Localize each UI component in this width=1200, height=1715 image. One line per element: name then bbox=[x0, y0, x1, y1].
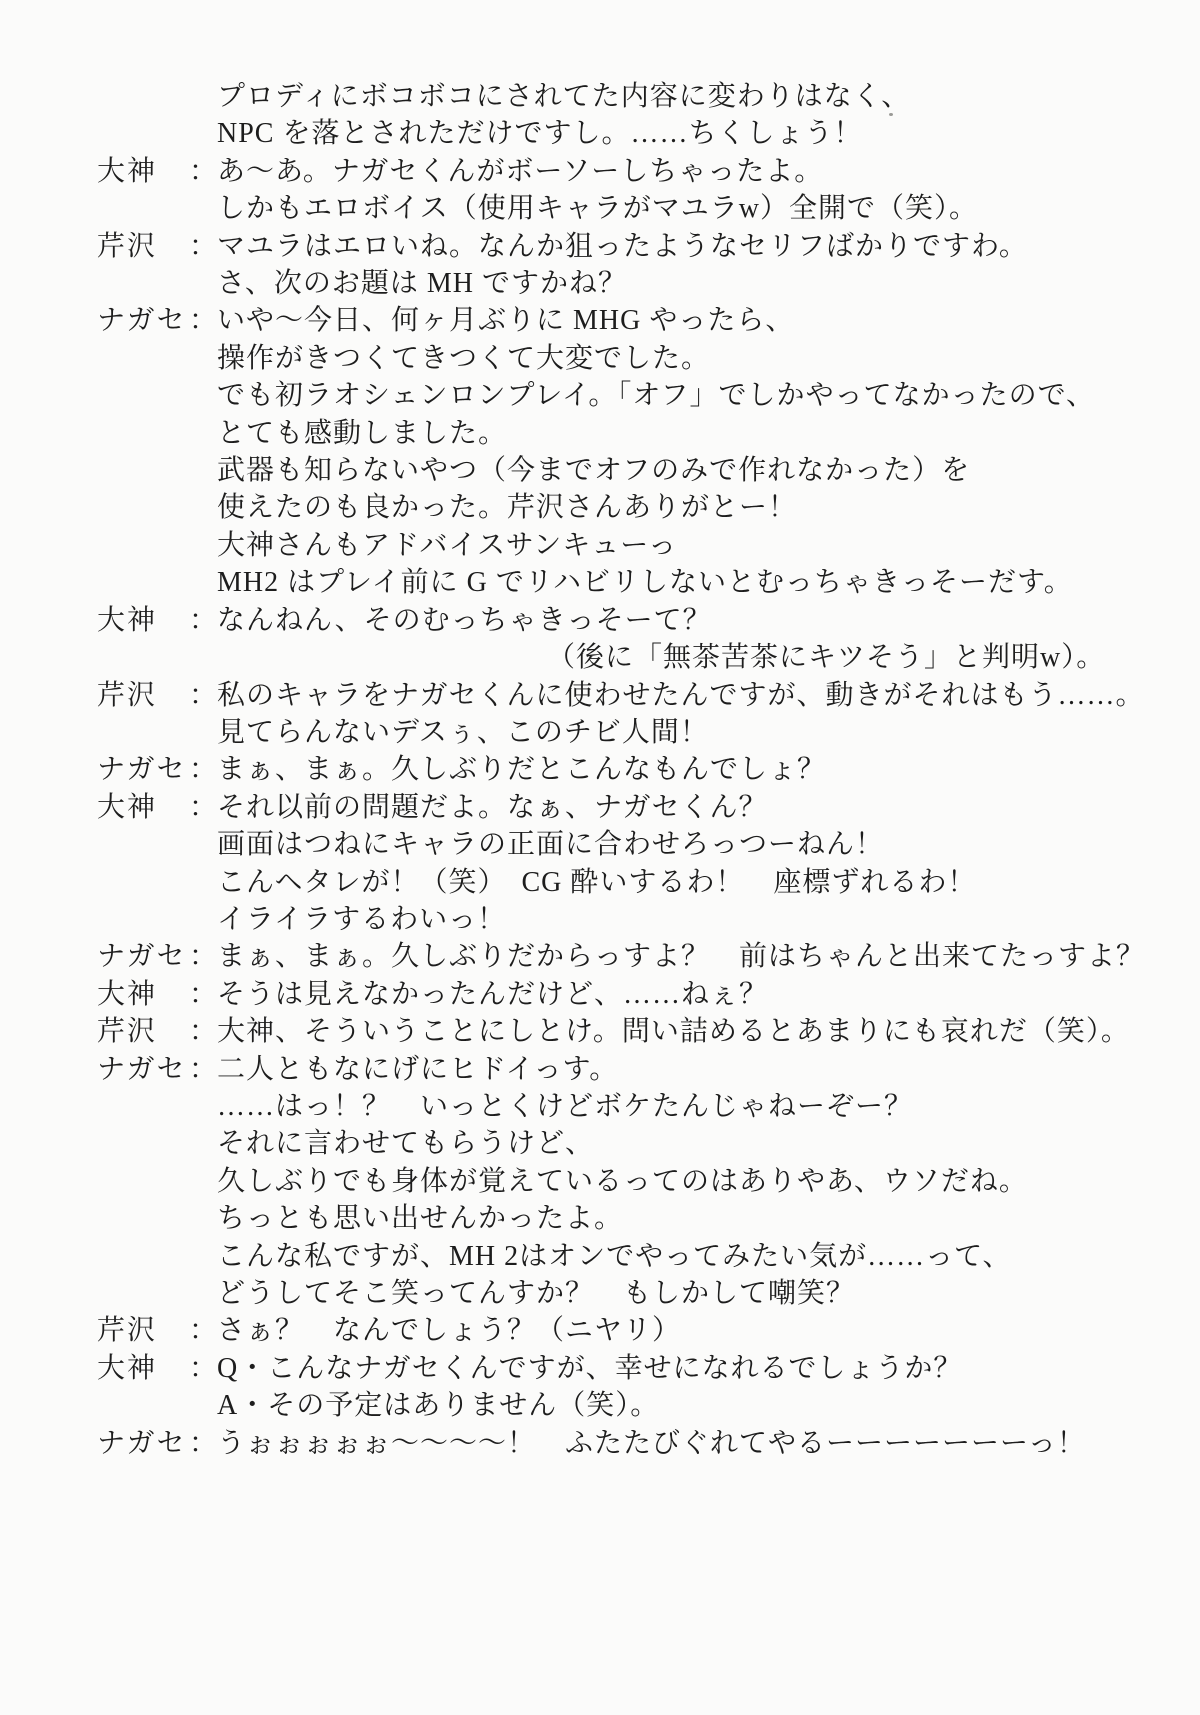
speaker-label: ナガセ bbox=[97, 305, 187, 337]
dialogue-line bbox=[97, 602, 1157, 639]
dialogue-line bbox=[97, 714, 1157, 751]
dialogue-text: さ、次のお題は MH ですかね？ bbox=[217, 268, 627, 300]
dialogue-text: そうは見えなかったんだけど、……ねぇ？ bbox=[217, 978, 769, 1010]
dialogue-text: それに言わせてもらうけど、 bbox=[217, 1128, 595, 1160]
dialogue-line bbox=[97, 751, 1157, 788]
dialogue-text: 見てらんないデスぅ、このチビ人間！ bbox=[217, 716, 709, 748]
dialogue-text: 武器も知らないやつ（今までオフのみで作れなかった）を bbox=[217, 455, 971, 487]
speaker-colon: ： bbox=[189, 754, 218, 786]
dialogue-line bbox=[97, 938, 1157, 975]
dialogue-text: MH2 はプレイ前に G でリハビリしないとむっちゃきっそーだす。 bbox=[217, 567, 1073, 599]
dialogue-line bbox=[97, 901, 1157, 938]
speaker-label: 大神 bbox=[97, 604, 158, 636]
dialogue-line bbox=[97, 789, 1157, 826]
speaker-label: 大神 bbox=[97, 155, 158, 187]
speaker-label: ナガセ bbox=[97, 1053, 187, 1085]
dialogue-line bbox=[97, 826, 1157, 863]
dialogue-transcript bbox=[97, 78, 1157, 1462]
speaker-colon: ： bbox=[189, 791, 218, 823]
dialogue-text: あ～あ。ナガセくんがボーソーしちゃったよ。 bbox=[217, 155, 824, 187]
dialogue-line bbox=[97, 976, 1157, 1013]
speaker-label: 大神 bbox=[97, 978, 158, 1010]
dialogue-text: こんな私ですが、MH 2はオンでやってみたい気が……って、 bbox=[217, 1240, 1012, 1272]
dialogue-text: さぁ？ なんでしょう？（ニヤリ） bbox=[217, 1315, 682, 1347]
dialogue-text: マユラはエロいね。なんか狙ったようなセリフばかりですわ。 bbox=[217, 230, 1028, 262]
dialogue-text: うぉぉぉぉぉ～～～～！ ふたたびぐれてやるーーーーーーーっ！ bbox=[217, 1427, 1086, 1459]
dialogue-line bbox=[97, 153, 1157, 190]
speaker-colon: ： bbox=[189, 941, 218, 973]
dialogue-text: 画面はつねにキャラの正面に合わせろっつーねん！ bbox=[217, 829, 885, 861]
speaker-label: 大神 bbox=[97, 791, 158, 823]
speaker-colon: ： bbox=[189, 230, 218, 262]
dialogue-text: それ以前の問題だよ。なぁ、ナガセくん？ bbox=[217, 791, 768, 823]
dialogue-line bbox=[97, 1275, 1157, 1312]
dialogue-text: なんねん、そのむっちゃきっそーて？ bbox=[217, 604, 712, 636]
dialogue-line bbox=[97, 377, 1157, 414]
dialogue-text: 使えたのも良かった。芹沢さんありがとー！ bbox=[217, 492, 798, 524]
dialogue-text: 大神さんもアドバイスサンキューっ bbox=[217, 529, 678, 561]
dialogue-line bbox=[97, 564, 1157, 601]
dialogue-text: 操作がきつくてきつくて大変でした。 bbox=[217, 342, 711, 374]
speaker-label: ナガセ bbox=[97, 754, 187, 786]
dialogue-text: しかもエロボイス（使用キャラがマユラw）全開で（笑）。 bbox=[217, 193, 978, 225]
dialogue-line bbox=[97, 115, 1157, 152]
dialogue-line bbox=[97, 527, 1157, 564]
dialogue-line bbox=[97, 1387, 1157, 1424]
dialogue-line bbox=[97, 78, 1157, 115]
dialogue-line bbox=[97, 1013, 1157, 1050]
dialogue-text: （後に「無茶苦茶にキツそう」と判明w）。 bbox=[547, 642, 1106, 674]
dialogue-line bbox=[97, 1425, 1157, 1462]
speaker-colon: ： bbox=[189, 604, 218, 636]
dialogue-line bbox=[97, 1163, 1157, 1200]
dialogue-line bbox=[97, 340, 1157, 377]
dialogue-text: まぁ、まぁ。久しぶりだとこんなもんでしょ？ bbox=[217, 754, 827, 786]
speaker-colon: ： bbox=[189, 679, 218, 711]
speaker-label: 芹沢 bbox=[97, 230, 158, 262]
speaker-label: ナガセ bbox=[97, 1427, 187, 1459]
speaker-colon: ： bbox=[189, 1315, 218, 1347]
dialogue-text: まぁ、まぁ。久しぶりだからっすよ？ 前はちゃんと出来てたっすよ？ bbox=[217, 941, 1146, 973]
speaker-colon: ： bbox=[189, 155, 218, 187]
dialogue-line bbox=[97, 228, 1157, 265]
dialogue-text: A・その予定はありません（笑）。 bbox=[217, 1390, 660, 1422]
dialogue-line bbox=[97, 1350, 1157, 1387]
dialogue-text: NPC を落とされただけですし。……ちくしょう！ bbox=[217, 118, 863, 150]
dialogue-line bbox=[97, 265, 1157, 302]
dialogue-text: でも初ラオシェンロンプレイ。「オフ」でしかやってなかったので、 bbox=[217, 380, 1096, 412]
dialogue-line bbox=[97, 1051, 1157, 1088]
dialogue-text: ちっとも思い出せんかったよ。 bbox=[217, 1203, 624, 1235]
dialogue-text: 私のキャラをナガセくんに使わせたんですが、動きがそれはもう……。 bbox=[217, 679, 1145, 711]
dialogue-line bbox=[97, 1088, 1157, 1125]
dialogue-text: プロディにボコボコにされてた内容に変わりはなく、 bbox=[217, 81, 911, 112]
dialogue-line bbox=[97, 1125, 1157, 1162]
dialogue-line bbox=[97, 190, 1157, 227]
dialogue-text: 大神、そういうことにしとけ。問い詰めるとあまりにも哀れだ（笑）。 bbox=[217, 1016, 1130, 1048]
dialogue-line bbox=[97, 677, 1157, 714]
dialogue-text: ……はっ！？ いっとくけどボケたんじゃねーぞー？ bbox=[217, 1090, 914, 1122]
dialogue-line bbox=[97, 1200, 1157, 1237]
dialogue-line bbox=[97, 302, 1157, 339]
dialogue-line bbox=[97, 639, 1157, 676]
dialogue-text: Q・こんなナガセくんですが、幸せになれるでしょうか？ bbox=[217, 1352, 963, 1384]
dialogue-text: イライラするわいっ！ bbox=[217, 903, 507, 935]
speaker-label: 大神 bbox=[97, 1352, 158, 1384]
dialogue-text: 久しぶりでも身体が覚えているってのはありやあ、ウソだね。 bbox=[217, 1165, 1028, 1197]
dialogue-line bbox=[97, 864, 1157, 901]
speaker-colon: ： bbox=[189, 1427, 218, 1459]
speaker-colon: ： bbox=[189, 1053, 218, 1085]
speaker-label: 芹沢 bbox=[97, 1016, 158, 1048]
dialogue-line bbox=[97, 452, 1157, 489]
speaker-colon: ： bbox=[189, 1352, 218, 1384]
dialogue-line bbox=[97, 1312, 1157, 1349]
speaker-label: 芹沢 bbox=[97, 679, 158, 711]
speaker-colon: ： bbox=[189, 305, 218, 337]
speaker-label: ナガセ bbox=[97, 941, 187, 973]
dialogue-line bbox=[97, 415, 1157, 452]
dialogue-text: どうしてそこ笑ってんすか？ もしかして嘲笑？ bbox=[217, 1278, 856, 1309]
dialogue-line bbox=[97, 1238, 1157, 1275]
speaker-colon: ： bbox=[189, 1016, 218, 1048]
dialogue-text: いや～今日、何ヶ月ぶりに MHG やったら、 bbox=[217, 305, 795, 337]
dialogue-line bbox=[97, 489, 1157, 526]
dialogue-text: 二人ともなにげにヒドイっす。 bbox=[217, 1053, 619, 1085]
dialogue-text: こんヘタレが！（笑） CG 酔いするわ！ 座標ずれるわ！ bbox=[217, 866, 977, 898]
speaker-label: 芹沢 bbox=[97, 1315, 158, 1347]
speaker-colon: ： bbox=[189, 978, 218, 1010]
dialogue-text: とても感動しました。 bbox=[217, 417, 508, 449]
